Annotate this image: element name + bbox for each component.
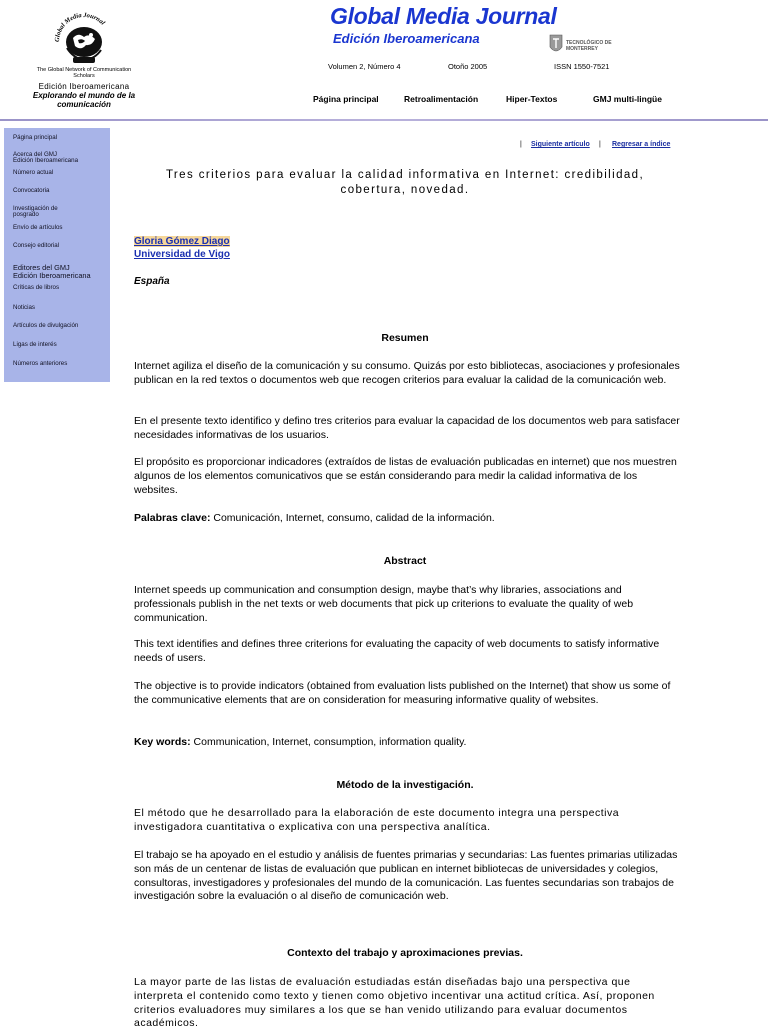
keywords-es	[134, 512, 680, 526]
logo-tagline: The Global Network of Communication Scholars	[36, 67, 132, 79]
sidebar-item-investigacion[interactable]: Investigación de posgrado	[13, 205, 58, 219]
article-title: Tres criterios para evaluar la calidad informativa en Internet: credibilidad, cobertura, novedad.	[165, 169, 645, 196]
header-divider	[0, 119, 768, 121]
keywords-en-label: Key words:	[134, 736, 191, 748]
sidebar-menu	[4, 128, 110, 382]
globe-logo-icon	[51, 8, 117, 66]
issue-volume: Volumen 2, Número 4	[328, 62, 401, 71]
contexto-heading: Contexto del trabajo y aproximaciones previas.	[287, 947, 523, 959]
nav-gmj-multilingue[interactable]: GMJ multi-lingüe	[593, 94, 662, 104]
sidebar-item-consejo-editorial[interactable]: Consejo editorial	[13, 242, 60, 249]
issue-issn: ISSN 1550-7521	[554, 62, 610, 71]
back-to-index-link-wrap	[612, 141, 670, 148]
resumen-paragraph-2: En el presente texto identifico y defino tres criterios para evaluar la capacidad de los documentos web para satisfacer necesidades informativas de los usuarios.	[134, 415, 680, 441]
keywords-es-text: Comunicación, Internet, consumo, calidad de la información.	[210, 512, 495, 524]
keywords-en-text: Communication, Internet, consumption, information quality.	[190, 736, 467, 748]
sidebar-item-pagina-principal[interactable]: Página principal	[13, 134, 58, 141]
toplinks-separator-1: |	[520, 141, 522, 148]
next-article-link-wrap	[531, 141, 590, 148]
sidebar-item-numero-actual[interactable]: Número actual	[13, 169, 54, 176]
gmj-logo-block[interactable]	[28, 8, 140, 109]
nav-retroalimentacion[interactable]: Retroalimentación	[404, 94, 479, 104]
sidebar-item-acerca[interactable]: Acerca del GMJ Edición Iberoamericana	[13, 151, 79, 165]
sidebar-item-numeros-anteriores[interactable]: Números anteriores	[13, 360, 68, 367]
contexto-paragraph-1: La mayor parte de las listas de evaluación estudiadas están diseñadas bajo una perspectiva que interpreta el contenido como texto y tienen como objetivo incentivar una actitud crítica. Así, proponen criterios evaluadores muy similares a los que se han venido utilizando para evaluar documentos académicos.	[134, 976, 655, 1030]
journal-title: Global Media Journal	[330, 3, 557, 29]
issue-season: Otoño 2005	[448, 62, 488, 71]
sidebar-item-envio-articulos[interactable]: Envío de artículos	[13, 224, 63, 231]
abstract-paragraph-1: Internet speeds up communication and consumption design, maybe that’s why libraries, associations and professionals publish in the net texts or web documents that pick up criterions to evaluate the quality of web communication.	[134, 584, 634, 624]
abstract-paragraph-2: This text identifies and defines three criterions for evaluating the capacity of web documents to satisfy informative needs of users.	[134, 638, 660, 664]
keywords-es-label: Palabras clave:	[134, 512, 211, 524]
toplinks-separator-2: |	[599, 141, 601, 148]
sidebar-item-criticas[interactable]: Críticas de libros	[13, 284, 60, 291]
tec-logo-text: TECNOLÓGICO DE MONTERREY	[566, 40, 612, 52]
tec-monterrey-logo	[548, 33, 618, 61]
back-to-index-link[interactable]: Regresar a índice	[612, 141, 671, 148]
sidebar-item-divulgacion[interactable]: Artículos de divulgación	[13, 322, 79, 329]
next-article-link[interactable]: Siguiente artículo	[531, 141, 590, 148]
tec-shield-icon	[548, 33, 564, 57]
journal-subtitle: Edición Iberoamericana	[333, 31, 480, 46]
logo-arc-text: Global Media Journal	[53, 11, 107, 43]
logo-edition: Edición Iberoamericana	[38, 82, 130, 91]
nav-hiper-textos[interactable]: Hiper-Textos	[506, 94, 558, 104]
page-header	[0, 0, 768, 122]
author-country: España	[134, 276, 170, 287]
sidebar-item-convocatoria[interactable]: Convocatoria	[13, 187, 50, 194]
metodo-heading: Método de la investigación.	[336, 779, 474, 791]
resumen-heading: Resumen	[381, 332, 429, 344]
sidebar-item-editores[interactable]: Editores del GMJ Edición Iberoamericana	[13, 263, 91, 280]
logo-slogan: Explorando el mundo de la comunicación	[32, 91, 136, 109]
sidebar-item-ligas[interactable]: Ligas de interés	[13, 341, 57, 348]
abstract-paragraph-3: The objective is to provide indicators (obtained from evaluation lists published on the Internet) that show us some of the communicative elements that are on consideration for measuring informative quality of websites.	[134, 680, 671, 706]
author-name-link[interactable]: Gloria Gómez Diago	[134, 236, 230, 247]
metodo-paragraph-2: El trabajo se ha apoyado en el estudio y análisis de fuentes primarias y secundarias: Las fuentes primarias utilizadas son más de un centenar de listas de evaluación que publican en internet bibliotecas de universidades y colegios, consultoras, investigadores y profesionales del mundo de la comunicación. Las fuentes secundarias son trabajos de investigación sobre la evaluación o al diseño de comunicación web.	[134, 849, 678, 903]
keywords-en	[134, 736, 680, 750]
abstract-heading: Abstract	[383, 555, 427, 567]
nav-pagina-principal[interactable]: Página principal	[313, 94, 379, 104]
sidebar-item-noticias[interactable]: Noticias	[13, 304, 36, 311]
author-university-link[interactable]: Universidad de Vigo	[134, 249, 230, 260]
resumen-paragraph-1: Internet agiliza el diseño de la comunicación y su consumo. Quizás por esto bibliotecas, asociaciones y profesionales publican en la red textos o documentos web que recogen criterios para evaluar la calidad de la comunicación web.	[134, 360, 680, 386]
resumen-paragraph-3: El propósito es proporcionar indicadores (extraídos de listas de evaluación publicadas en internet) que nos muestren algunos de los elementos comunicativos que se están considerando para medir la calidad informativa de los websites.	[134, 456, 677, 496]
metodo-paragraph-1: El método que he desarrollado para la elaboración de este documento integra una perspectiva investigadora cuantitativa o explicativa con una perspectiva analítica.	[134, 807, 620, 833]
